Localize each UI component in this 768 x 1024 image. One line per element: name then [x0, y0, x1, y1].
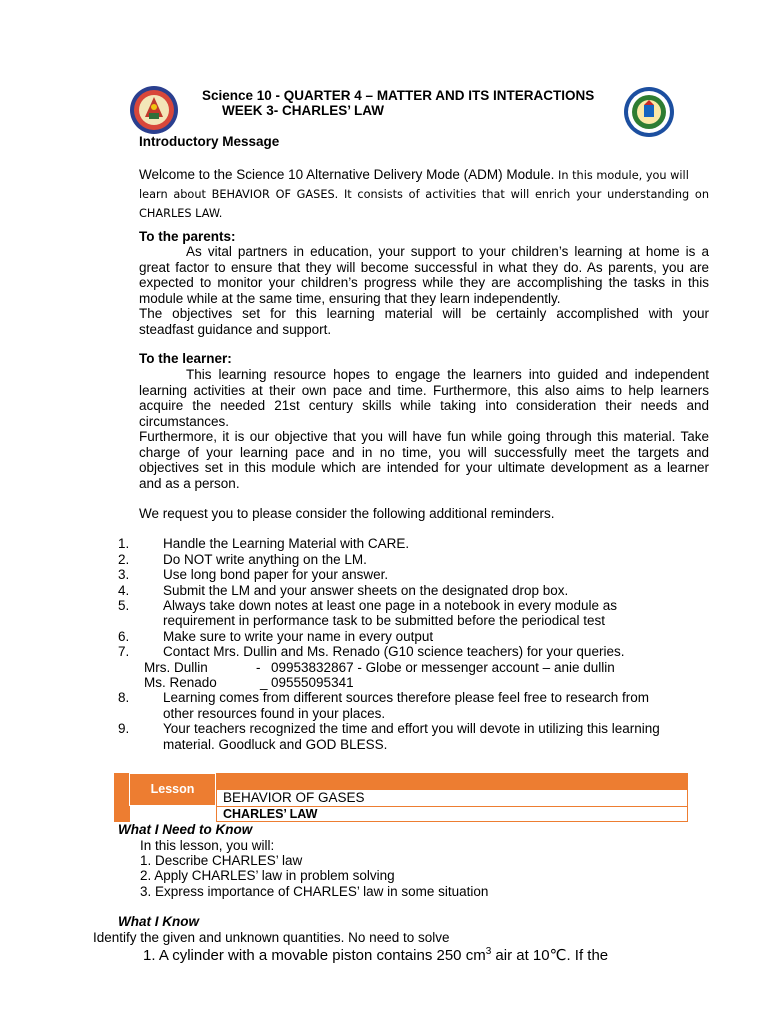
parents-line: expected to monitor your children’s progress while they are accomplishing the tasks in this: [139, 275, 709, 290]
lesson-subtopic: CHARLES’ LAW: [216, 806, 688, 822]
contact-separator: -: [256, 660, 261, 675]
intro-line-2: learn about BEHAVIOR OF GASES. It consists of activities that will enrich your understanding on: [139, 188, 709, 201]
parents-line: As vital partners in education, your support to your children’s learning at home is a: [186, 244, 709, 259]
learner-line: objectives set in this module which are intended for your ultimate development as a learner: [139, 460, 709, 475]
list-item: Handle the Learning Material with CARE.: [163, 536, 410, 551]
contact-separator: _: [260, 675, 268, 690]
list-item-continuation: material. Goodluck and GOD BLESS.: [163, 737, 388, 752]
list-item-number: 2.: [118, 552, 130, 567]
list-item-number: 9.: [118, 721, 130, 736]
what-i-know-instruction: Identify the given and unknown quantities. No need to solve: [93, 930, 450, 945]
learner-line: circumstances.: [139, 413, 230, 429]
learner-heading: To the learner:: [139, 351, 232, 366]
lesson-topic: BEHAVIOR OF GASES: [216, 789, 688, 806]
list-item-number: 7.: [118, 644, 130, 659]
list-item-number: 8.: [118, 690, 130, 705]
list-item-number: 4.: [118, 583, 130, 598]
intro-welcome-text: Welcome to the Science 10 Alternative Delivery Mode (ADM) Module.: [139, 167, 555, 182]
question-1-text-b: air at 10℃. If the: [491, 947, 609, 964]
need-to-know-intro: In this lesson, you will:: [140, 838, 275, 853]
lesson-label: Lesson: [129, 773, 216, 806]
parents-line: steadfast guidance and support.: [139, 321, 332, 337]
list-item: Submit the LM and your answer sheets on the designated drop box.: [163, 583, 569, 598]
learner-line: learning activities at their own pace and time. Furthermore, this also aims to help learners: [139, 382, 709, 398]
contact-name-renado: Ms. Renado: [144, 675, 217, 690]
request-text: We request you to please consider the following additional reminders.: [139, 506, 555, 521]
document-subtitle: WEEK 3- CHARLES’ LAW: [222, 103, 385, 118]
parents-line: The objectives set for this learning material will be certainly accomplished with your: [139, 306, 709, 321]
objective-item: 1. Describe CHARLES’ law: [140, 853, 303, 868]
lesson-label-gap: [129, 806, 216, 822]
parents-heading: To the parents:: [139, 229, 236, 244]
list-item: Always take down notes at least one page in a notebook in every module as: [163, 598, 618, 613]
intro-welcome-module-text: In this module, you will: [554, 169, 689, 182]
learner-line: and as a person.: [139, 475, 240, 491]
school-seal-left-logo: [129, 85, 177, 133]
list-item: Learning comes from different sources therefore please feel free to research from: [163, 690, 649, 705]
list-item-continuation: requirement in performance task to be submitted before the periodical test: [163, 613, 605, 628]
list-item: Do NOT write anything on the LM.: [163, 552, 367, 567]
list-item-number: 5.: [118, 598, 130, 613]
need-to-know-heading: What I Need to Know: [118, 822, 253, 837]
learner-paragraph: [139, 367, 709, 491]
list-item: Your teachers recognized the time and effort you will devote in utilizing this learning: [163, 721, 660, 736]
parents-paragraph: [139, 244, 709, 337]
question-1: [143, 946, 608, 964]
list-item-continuation: other resources found in your places.: [163, 706, 386, 721]
list-item: Use long bond paper for your answer.: [163, 567, 389, 582]
what-i-know-heading: What I Know: [118, 914, 199, 929]
parents-line: great factor to ensure that they will become successful in what they do. As parents, you are: [139, 259, 709, 275]
document-title: Science 10 - QUARTER 4 – MATTER AND ITS INTERACTIONS: [202, 88, 595, 103]
objective-item: 3. Express importance of CHARLES’ law in some situation: [140, 884, 489, 899]
school-seal-right-logo: [623, 86, 671, 134]
learner-line: Furthermore, it is our objective that you will have fun while going through this material. Take: [139, 429, 709, 444]
contact-info-renado: 09555095341: [271, 675, 354, 690]
list-item-number: 6.: [118, 629, 130, 644]
parents-line: module while at the same time, ensuring that they learn independently.: [139, 290, 561, 306]
learner-line: charge of your learning pace and in no time, you will successfully meet the targets and: [139, 444, 709, 460]
learner-line: This learning resource hopes to engage the learners into guided and independent: [186, 367, 709, 382]
intro-heading: Introductory Message: [139, 134, 280, 149]
lesson-stub: [114, 789, 129, 822]
contact-name-dullin: Mrs. Dullin: [144, 660, 208, 675]
list-item-number: 1.: [118, 536, 130, 551]
list-item: Make sure to write your name in every output: [163, 629, 434, 644]
objective-item: 2. Apply CHARLES’ law in problem solving: [140, 868, 395, 883]
learner-line: acquire the needed 21st century skills while taking into consideration their needs and: [139, 398, 709, 413]
list-item-number: 3.: [118, 567, 130, 582]
lesson-table: [114, 773, 688, 822]
intro-paragraph: [139, 165, 709, 223]
list-item: Contact Mrs. Dullin and Ms. Renado (G10 science teachers) for your queries.: [163, 644, 625, 659]
intro-line-3: CHARLES LAW.: [139, 207, 223, 220]
question-1-text-a: 1. A cylinder with a movable piston contains 250 cm: [143, 947, 486, 964]
contact-info-dullin: 09953832867 - Globe or messenger account – anie dullin: [271, 660, 615, 675]
question-1-superscript: 3: [485, 946, 492, 957]
